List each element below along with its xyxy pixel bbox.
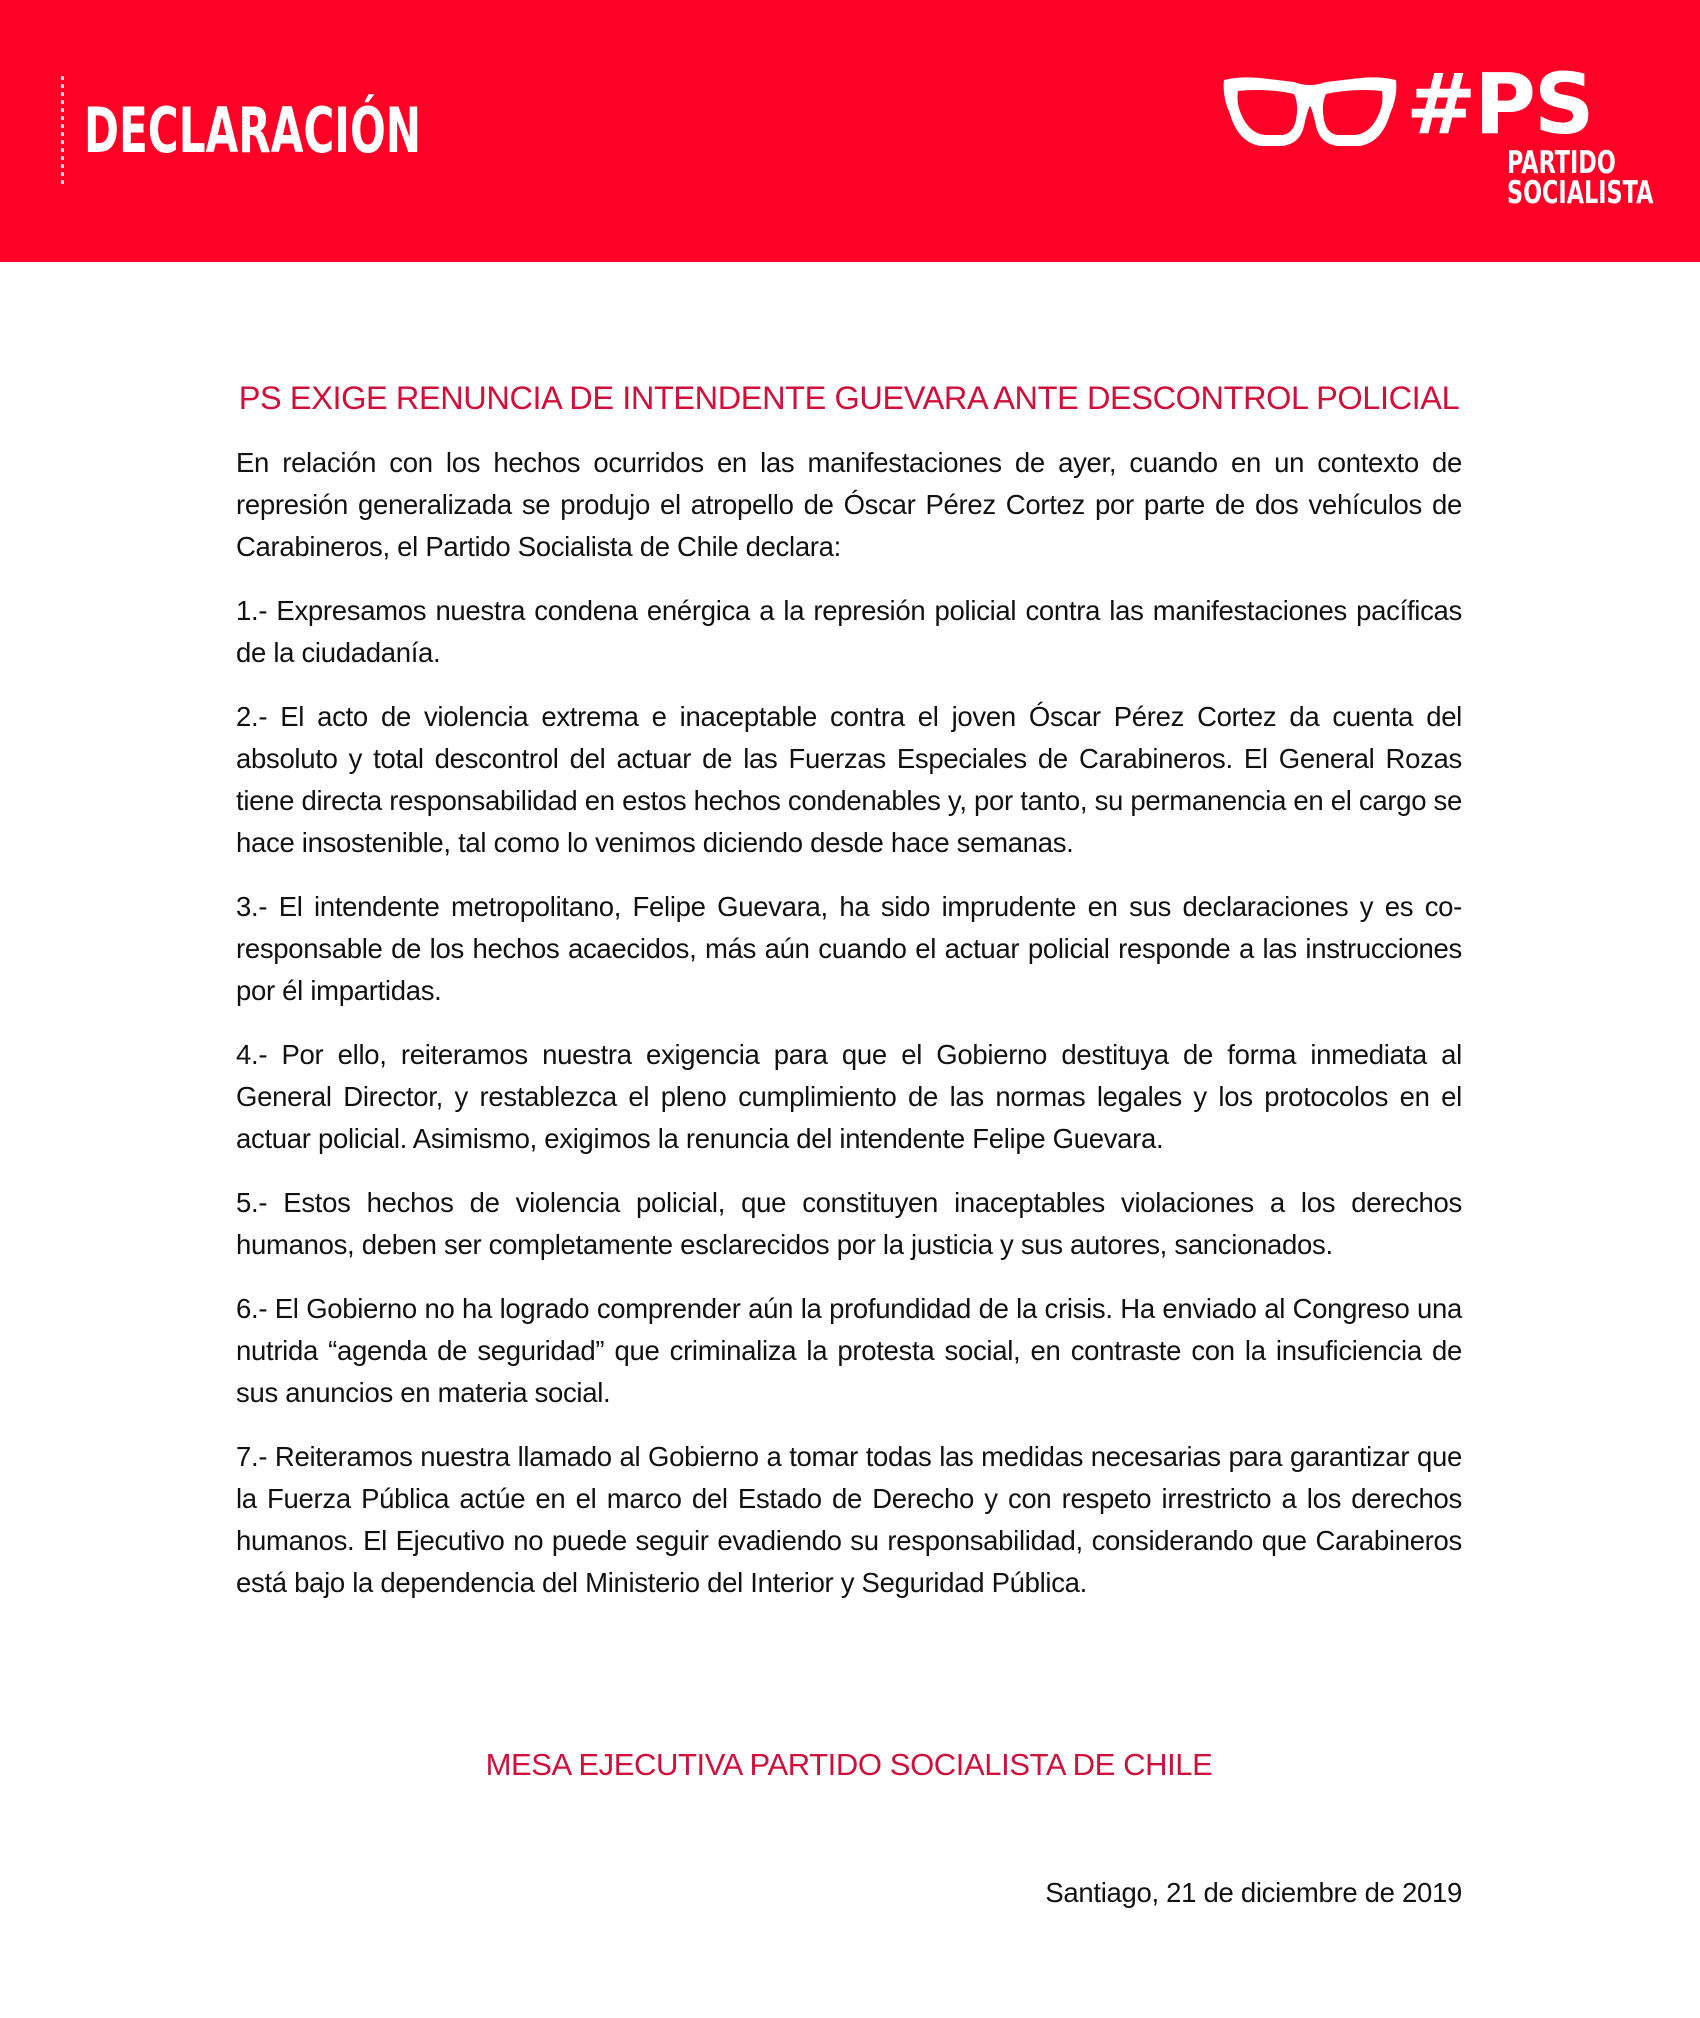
glasses-icon bbox=[1220, 76, 1400, 150]
dateline: Santiago, 21 de diciembre de 2019 bbox=[1045, 1877, 1462, 1908]
document-type-label: DECLARACIÓN bbox=[84, 94, 422, 167]
logo-party-line2: SOCIALISTA bbox=[1507, 175, 1654, 211]
declaration-text bbox=[236, 442, 1462, 1626]
logo-party-line1: PARTIDO bbox=[1507, 145, 1616, 181]
point-paragraph: 4.- Por ello, reiteramos nuestra exigencia para que el Gobierno destituya de forma inmediata al General Director, y restablezca el pleno cumplimiento de las normas legales y los protocolos en el actuar policial. Asimismo, exigimos la renuncia del intendente Felipe Guevara. bbox=[236, 1039, 1462, 1154]
point-paragraph: 6.- El Gobierno no ha logrado comprender aún la profundidad de la crisis. Ha enviado al Congreso una nutrida “agenda de seguridad” que criminaliza la protesta social, en contraste con la insuficiencia de sus anuncios en materia social. bbox=[236, 1293, 1462, 1408]
point-paragraph: 7.- Reiteramos nuestra llamado al Gobierno a tomar todas las medidas necesarias para garantizar que la Fuerza Pública actúe en el marco del Estado de Derecho y con respeto irrestricto a los derechos humanos. El Ejecutivo no puede seguir evadiendo su responsabilidad, considerando que Carabineros está bajo la dependencia del Ministerio del Interior y Seguridad Pública. bbox=[236, 1441, 1462, 1598]
intro-paragraph: En relación con los hechos ocurridos en las manifestaciones de ayer, cuando en un contexto de represión generalizada se produjo el atropello de Óscar Pérez Cortez por parte de dos vehículos de Carabineros, el Partido Socialista de Chile declara: bbox=[236, 447, 1462, 562]
signature-block: MESA EJECUTIVA PARTIDO SOCIALISTA DE CHILE bbox=[485, 1747, 1213, 1782]
document-title: PS EXIGE RENUNCIA DE INTENDENTE GUEVARA ANTE DESCONTROL POLICIAL bbox=[238, 380, 1460, 416]
header-banner bbox=[0, 0, 1700, 262]
dotted-divider bbox=[61, 76, 64, 188]
point-paragraph: 5.- Estos hechos de violencia policial, que constituyen inaceptables violaciones a los derechos humanos, deben ser completamente esclarecidos por la justicia y sus autores, sancionados. bbox=[236, 1187, 1462, 1260]
logo-party-name bbox=[1507, 145, 1654, 211]
party-logo bbox=[1220, 55, 1654, 222]
logo-hashtag: #PS bbox=[1406, 55, 1593, 153]
point-paragraph: 1.- Expresamos nuestra condena enérgica a la represión policial contra las manifestaciones pacíficas de la ciudadanía. bbox=[236, 595, 1462, 668]
point-paragraph: 2.- El acto de violencia extrema e inaceptable contra el joven Óscar Pérez Cortez da cuenta del absoluto y total descontrol del actuar de las Fuerzas Especiales de Carabineros. El General Rozas tiene directa responsabilidad en estos hechos condenables y, por tanto, su permanencia en el cargo se hace insostenible, tal como lo venimos diciendo desde hace semanas. bbox=[236, 701, 1462, 858]
point-paragraph: 3.- El intendente metropolitano, Felipe Guevara, ha sido imprudente en sus declaraciones y es co-responsable de los hechos acaecidos, más aún cuando el actuar policial responde a las instrucciones por él impartidas. bbox=[236, 891, 1462, 1006]
